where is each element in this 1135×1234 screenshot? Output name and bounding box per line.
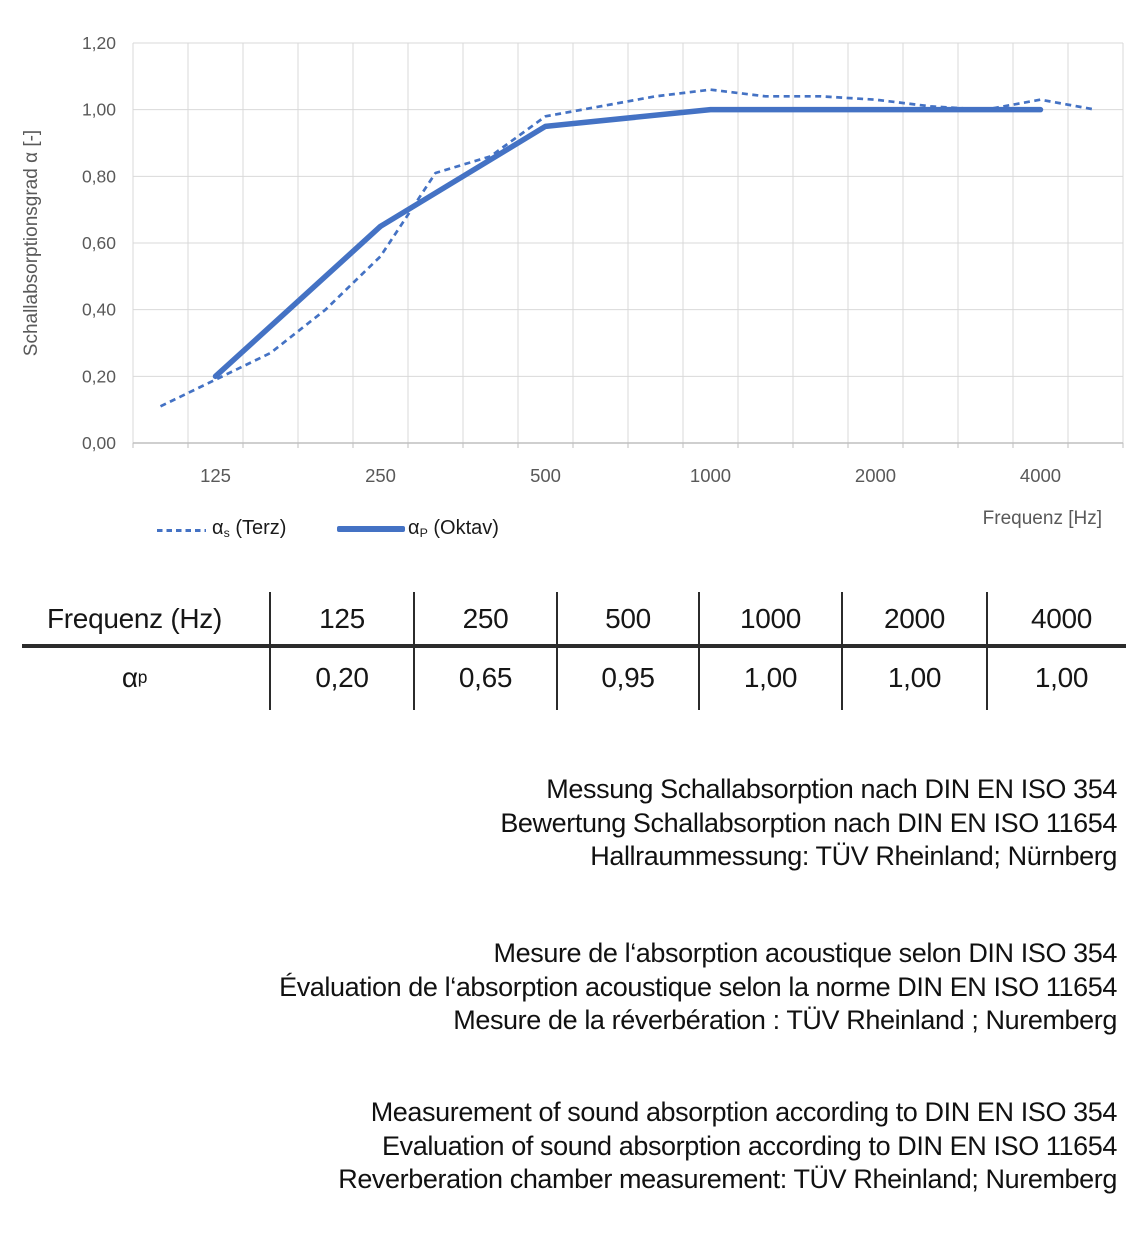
alpha-symbol: α [212, 517, 224, 539]
alpha-symbol: α [121, 661, 138, 693]
table-value-cell: 0,65 [413, 645, 556, 710]
table-header-cell: 125 [269, 592, 413, 645]
table-header-cell: 250 [413, 592, 556, 645]
table-value-cell: 0,95 [556, 645, 698, 710]
legend-item-terz [212, 517, 286, 540]
note-line: Évaluation de l‘absorption acoustique selon la norme DIN EN ISO 11654 [279, 971, 1117, 1002]
legend-item-oktav-text: (Oktav) [427, 517, 499, 539]
legend-item-terz-text: (Terz) [229, 517, 287, 539]
note-line: Mesure de la réverbération : TÜV Rheinland ; Nuremberg [453, 1005, 1117, 1035]
note-line: Measurement of sound absorption according to DIN EN ISO 354 [370, 1097, 1117, 1127]
svg-text:0,80: 0,80 [81, 166, 116, 187]
legend-item-oktav [408, 517, 499, 540]
legend-dashed-line-icon [157, 529, 206, 532]
table-divider-line [22, 644, 1126, 648]
table-header-cell: 2000 [841, 592, 986, 645]
svg-text:250: 250 [365, 465, 396, 486]
note-line: Reverberation chamber measurement: TÜV Rheinland; Nuremberg [338, 1164, 1117, 1194]
svg-text:500: 500 [530, 465, 561, 486]
svg-text:1,00: 1,00 [81, 99, 116, 120]
table-header-cell: 500 [556, 592, 698, 645]
svg-text:4000: 4000 [1019, 465, 1062, 486]
note-block-german [0, 773, 1117, 874]
note-line: Evaluation of sound absorption according to DIN EN ISO 11654 [382, 1130, 1117, 1161]
alpha-subscript: s [223, 526, 230, 541]
svg-text:0,20: 0,20 [81, 366, 116, 387]
note-line: Bewertung Schallabsorption nach DIN EN ISO 11654 [500, 807, 1117, 838]
chart-plot-area [0, 0, 1135, 560]
note-line: Mesure de l‘absorption acoustique selon DIN ISO 354 [493, 938, 1117, 968]
svg-text:2000: 2000 [854, 465, 897, 486]
y-axis-title: Schallabsorptionsgrad α [-] [21, 129, 42, 357]
note-block-french [0, 937, 1117, 1038]
table-header-cell: 1000 [698, 592, 841, 645]
alpha-subscript: P [419, 526, 428, 541]
table-value-cell: 0,20 [269, 645, 413, 710]
table-header-cell: 4000 [986, 592, 1135, 645]
svg-text:1000: 1000 [689, 465, 732, 486]
table-header-frequency: Frequenz (Hz) [46, 602, 223, 634]
absorption-table [0, 592, 1135, 710]
table-value-cell: 1,00 [841, 645, 986, 710]
alpha-symbol: α [408, 517, 420, 539]
note-block-english [0, 1096, 1117, 1197]
x-axis-title: Frequenz [Hz] [982, 508, 1102, 529]
svg-text:1,20: 1,20 [81, 33, 116, 53]
svg-text:0,00: 0,00 [81, 433, 116, 453]
legend-solid-line-icon [337, 526, 405, 532]
svg-text:0,40: 0,40 [81, 299, 116, 320]
svg-text:125: 125 [200, 465, 231, 486]
table-value-cell: 1,00 [698, 645, 841, 710]
note-line: Messung Schallabsorption nach DIN EN ISO 354 [546, 774, 1117, 804]
alpha-subscript: p [137, 667, 148, 687]
svg-text:0,60: 0,60 [81, 233, 116, 253]
table-row-label-alpha-p [0, 645, 269, 710]
table-value-cell: 1,00 [986, 645, 1135, 710]
note-line: Hallraummessung: TÜV Rheinland; Nürnberg [590, 841, 1117, 871]
absorption-chart [0, 0, 1135, 585]
